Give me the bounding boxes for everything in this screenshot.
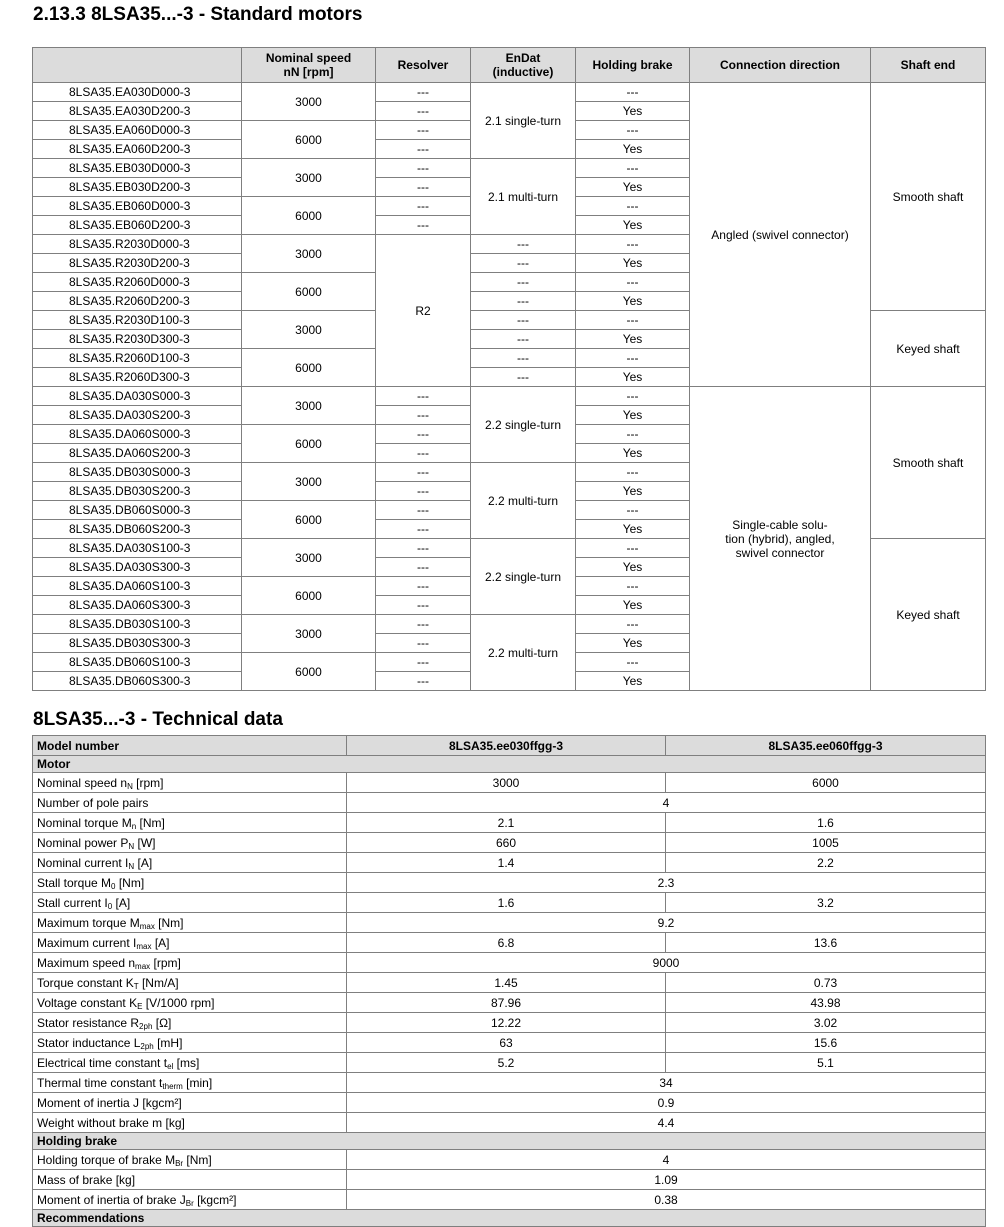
model-cell: 8LSA35.R2060D100-3 bbox=[33, 349, 242, 368]
parameter-label: Maximum speed $n_{max}$ [rpm] bbox=[33, 953, 347, 973]
resolver-cell: --- bbox=[376, 615, 471, 634]
holding-brake-cell: Yes bbox=[576, 482, 690, 501]
resolver-cell: --- bbox=[376, 653, 471, 672]
value-cell: 5.1 bbox=[666, 1053, 986, 1073]
resolver-cell: --- bbox=[376, 140, 471, 159]
header-connection-direction: Connection direction bbox=[690, 48, 871, 83]
standard-motors-table bbox=[32, 47, 986, 691]
nominal-speed-cell: 6000 bbox=[242, 121, 376, 159]
resolver-group-cell: R2 bbox=[376, 235, 471, 387]
value-cell: 6000 bbox=[666, 773, 986, 793]
holding-brake-cell: Yes bbox=[576, 634, 690, 653]
header-nominal-speed: Nominal speed nN [rpm] bbox=[242, 48, 376, 83]
model-cell: 8LSA35.DA060S100-3 bbox=[33, 577, 242, 596]
resolver-cell: --- bbox=[376, 520, 471, 539]
model-column-2: 8LSA35.ee060ffgg-3 bbox=[666, 736, 986, 756]
holding-brake-cell: Yes bbox=[576, 520, 690, 539]
parameter-label: Stall torque $M_0$ [Nm] bbox=[33, 873, 347, 893]
value-cell: 2.2 bbox=[666, 853, 986, 873]
section-holding-brake: Holding brake bbox=[33, 1133, 986, 1150]
table-row bbox=[33, 1033, 986, 1053]
resolver-cell: --- bbox=[376, 406, 471, 425]
section-motor: Motor bbox=[33, 756, 986, 773]
value-cell: 3.02 bbox=[666, 1013, 986, 1033]
holding-brake-cell: Yes bbox=[576, 596, 690, 615]
holding-brake-cell: --- bbox=[576, 159, 690, 178]
holding-brake-cell: Yes bbox=[576, 444, 690, 463]
header-resolver: Resolver bbox=[376, 48, 471, 83]
parameter-label: Nominal power $P_N$ [W] bbox=[33, 833, 347, 853]
holding-brake-cell: Yes bbox=[576, 672, 690, 691]
header-row bbox=[33, 736, 986, 756]
value-cell: 1.09 bbox=[347, 1170, 986, 1190]
holding-brake-cell: --- bbox=[576, 311, 690, 330]
parameter-label: Stator resistance $R_{2ph}$ [Ω] bbox=[33, 1013, 347, 1033]
value-cell: 0.9 bbox=[347, 1093, 986, 1113]
nominal-speed-cell: 6000 bbox=[242, 501, 376, 539]
model-cell: 8LSA35.DB030S000-3 bbox=[33, 463, 242, 482]
model-cell: 8LSA35.EA030D200-3 bbox=[33, 102, 242, 121]
model-cell: 8LSA35.DB060S300-3 bbox=[33, 672, 242, 691]
resolver-cell: --- bbox=[376, 197, 471, 216]
parameter-label: Maximum current $I_{max}$ [A] bbox=[33, 933, 347, 953]
nominal-speed-cell: 3000 bbox=[242, 615, 376, 653]
endat-cell: --- bbox=[471, 235, 576, 254]
holding-brake-cell: --- bbox=[576, 387, 690, 406]
nominal-speed-cell: 6000 bbox=[242, 349, 376, 387]
connection-group-cell: Angled (swivel connector) bbox=[690, 83, 871, 387]
nominal-speed-cell: 3000 bbox=[242, 463, 376, 501]
parameter-label: Stator inductance $L_{2ph}$ [mH] bbox=[33, 1033, 347, 1053]
model-cell: 8LSA35.R2060D300-3 bbox=[33, 368, 242, 387]
model-cell: 8LSA35.R2030D100-3 bbox=[33, 311, 242, 330]
holding-brake-cell: Yes bbox=[576, 330, 690, 349]
value-cell: 4 bbox=[347, 1150, 986, 1170]
table-row bbox=[33, 833, 986, 853]
holding-brake-cell: --- bbox=[576, 121, 690, 140]
value-cell: 1.45 bbox=[347, 973, 666, 993]
model-cell: 8LSA35.R2030D200-3 bbox=[33, 254, 242, 273]
parameter-label: Holding torque of brake $M_{Br}$ [Nm] bbox=[33, 1150, 347, 1170]
nominal-speed-cell: 3000 bbox=[242, 83, 376, 121]
endat-cell: --- bbox=[471, 349, 576, 368]
resolver-cell: --- bbox=[376, 444, 471, 463]
endat-cell: --- bbox=[471, 311, 576, 330]
endat-group-cell: 2.2 multi-turn bbox=[471, 615, 576, 691]
value-cell: 15.6 bbox=[666, 1033, 986, 1053]
holding-brake-cell: --- bbox=[576, 425, 690, 444]
value-cell: 43.98 bbox=[666, 993, 986, 1013]
table-row bbox=[33, 853, 986, 873]
value-cell: 6.8 bbox=[347, 933, 666, 953]
endat-group-cell: 2.2 multi-turn bbox=[471, 463, 576, 539]
value-cell: 1005 bbox=[666, 833, 986, 853]
connection-group-cell: Single-cable solu- tion (hybrid), angled, swivel connector bbox=[690, 387, 871, 691]
section-recommendations: Recommendations bbox=[33, 1210, 986, 1227]
endat-cell: --- bbox=[471, 292, 576, 311]
resolver-cell: --- bbox=[376, 387, 471, 406]
model-cell: 8LSA35.DB030S100-3 bbox=[33, 615, 242, 634]
nominal-speed-cell: 6000 bbox=[242, 425, 376, 463]
shaft-end-cell: Smooth shaft bbox=[871, 83, 986, 311]
table-row bbox=[33, 83, 986, 102]
model-cell: 8LSA35.EA060D000-3 bbox=[33, 121, 242, 140]
model-cell: 8LSA35.DA030S300-3 bbox=[33, 558, 242, 577]
value-cell: 5.2 bbox=[347, 1053, 666, 1073]
model-cell: 8LSA35.DB060S000-3 bbox=[33, 501, 242, 520]
endat-group-cell: 2.2 single-turn bbox=[471, 539, 576, 615]
model-cell: 8LSA35.R2030D300-3 bbox=[33, 330, 242, 349]
table-row bbox=[33, 1170, 986, 1190]
parameter-label: Nominal current $I_N$ [A] bbox=[33, 853, 347, 873]
model-cell: 8LSA35.DA060S300-3 bbox=[33, 596, 242, 615]
table-row bbox=[33, 873, 986, 893]
model-cell: 8LSA35.R2060D200-3 bbox=[33, 292, 242, 311]
model-cell: 8LSA35.EB060D000-3 bbox=[33, 197, 242, 216]
table-row bbox=[33, 813, 986, 833]
value-cell: 1.6 bbox=[666, 813, 986, 833]
table-row bbox=[33, 953, 986, 973]
value-cell: 34 bbox=[347, 1073, 986, 1093]
nominal-speed-cell: 3000 bbox=[242, 235, 376, 273]
value-cell: 3.2 bbox=[666, 893, 986, 913]
parameter-label: Maximum torque $M_{max}$ [Nm] bbox=[33, 913, 347, 933]
resolver-cell: --- bbox=[376, 482, 471, 501]
parameter-label: Nominal speed $n_N$ [rpm] bbox=[33, 773, 347, 793]
holding-brake-cell: --- bbox=[576, 653, 690, 672]
holding-brake-cell: --- bbox=[576, 235, 690, 254]
endat-group-cell: 2.1 multi-turn bbox=[471, 159, 576, 235]
resolver-cell: --- bbox=[376, 501, 471, 520]
value-cell: 0.38 bbox=[347, 1190, 986, 1210]
holding-brake-cell: --- bbox=[576, 197, 690, 216]
nominal-speed-cell: 6000 bbox=[242, 577, 376, 615]
table-row bbox=[33, 913, 986, 933]
holding-brake-cell: --- bbox=[576, 501, 690, 520]
shaft-end-cell: Keyed shaft bbox=[871, 311, 986, 387]
resolver-cell: --- bbox=[376, 463, 471, 482]
section-row bbox=[33, 1210, 986, 1227]
table-row bbox=[33, 387, 986, 406]
resolver-cell: --- bbox=[376, 121, 471, 140]
value-cell: 660 bbox=[347, 833, 666, 853]
model-cell: 8LSA35.EA060D200-3 bbox=[33, 140, 242, 159]
holding-brake-cell: --- bbox=[576, 83, 690, 102]
value-cell: 4.4 bbox=[347, 1113, 986, 1133]
holding-brake-cell: --- bbox=[576, 463, 690, 482]
resolver-cell: --- bbox=[376, 159, 471, 178]
parameter-label: Moment of inertia of brake $J_{Br}$ [kgcm²] bbox=[33, 1190, 347, 1210]
resolver-cell: --- bbox=[376, 83, 471, 102]
model-cell: 8LSA35.DB030S300-3 bbox=[33, 634, 242, 653]
model-cell: 8LSA35.DB060S100-3 bbox=[33, 653, 242, 672]
nominal-speed-cell: 3000 bbox=[242, 387, 376, 425]
value-cell: 1.4 bbox=[347, 853, 666, 873]
table-row bbox=[33, 893, 986, 913]
section-title: 2.13.3 8LSA35...-3 - Standard motors bbox=[33, 4, 363, 25]
resolver-cell: --- bbox=[376, 634, 471, 653]
resolver-cell: --- bbox=[376, 672, 471, 691]
nominal-speed-cell: 3000 bbox=[242, 159, 376, 197]
value-cell: 63 bbox=[347, 1033, 666, 1053]
value-cell: 2.3 bbox=[347, 873, 986, 893]
header-holding-brake: Holding brake bbox=[576, 48, 690, 83]
holding-brake-cell: --- bbox=[576, 539, 690, 558]
model-cell: 8LSA35.EB030D000-3 bbox=[33, 159, 242, 178]
table-row bbox=[33, 1190, 986, 1210]
resolver-cell: --- bbox=[376, 558, 471, 577]
table-row bbox=[33, 1013, 986, 1033]
nominal-speed-cell: 6000 bbox=[242, 197, 376, 235]
section-row bbox=[33, 756, 986, 773]
table-row bbox=[33, 773, 986, 793]
header-endat: EnDat (inductive) bbox=[471, 48, 576, 83]
table-row bbox=[33, 793, 986, 813]
parameter-label: Weight without brake m [kg] bbox=[33, 1113, 347, 1133]
value-cell: 87.96 bbox=[347, 993, 666, 1013]
holding-brake-cell: Yes bbox=[576, 178, 690, 197]
nominal-speed-cell: 3000 bbox=[242, 311, 376, 349]
shaft-end-cell: Smooth shaft bbox=[871, 387, 986, 539]
model-cell: 8LSA35.DA030S200-3 bbox=[33, 406, 242, 425]
resolver-cell: --- bbox=[376, 102, 471, 121]
holding-brake-cell: Yes bbox=[576, 368, 690, 387]
holding-brake-cell: Yes bbox=[576, 102, 690, 121]
table-row bbox=[33, 933, 986, 953]
model-cell: 8LSA35.DA030S000-3 bbox=[33, 387, 242, 406]
holding-brake-cell: Yes bbox=[576, 558, 690, 577]
table-row bbox=[33, 993, 986, 1013]
model-cell: 8LSA35.EA030D000-3 bbox=[33, 83, 242, 102]
header-shaft-end: Shaft end bbox=[871, 48, 986, 83]
endat-cell: --- bbox=[471, 254, 576, 273]
header-model bbox=[33, 48, 242, 83]
table-row bbox=[33, 1093, 986, 1113]
parameter-label: Stall current $I_0$ [A] bbox=[33, 893, 347, 913]
model-cell: 8LSA35.R2030D000-3 bbox=[33, 235, 242, 254]
model-cell: 8LSA35.DB060S200-3 bbox=[33, 520, 242, 539]
section-row bbox=[33, 1133, 986, 1150]
resolver-cell: --- bbox=[376, 596, 471, 615]
holding-brake-cell: Yes bbox=[576, 140, 690, 159]
holding-brake-cell: --- bbox=[576, 349, 690, 368]
holding-brake-cell: Yes bbox=[576, 216, 690, 235]
model-cell: 8LSA35.DB030S200-3 bbox=[33, 482, 242, 501]
parameter-label: Electrical time constant $t_{el}$ [ms] bbox=[33, 1053, 347, 1073]
resolver-cell: --- bbox=[376, 178, 471, 197]
endat-cell: --- bbox=[471, 330, 576, 349]
shaft-end-cell: Keyed shaft bbox=[871, 539, 986, 691]
parameter-label: Thermal time constant $t_{therm}$ [min] bbox=[33, 1073, 347, 1093]
model-cell: 8LSA35.R2060D000-3 bbox=[33, 273, 242, 292]
holding-brake-cell: --- bbox=[576, 615, 690, 634]
value-cell: 9000 bbox=[347, 953, 986, 973]
holding-brake-cell: Yes bbox=[576, 254, 690, 273]
table-row bbox=[33, 1113, 986, 1133]
resolver-cell: --- bbox=[376, 577, 471, 596]
table-header-row bbox=[33, 48, 986, 83]
value-cell: 2.1 bbox=[347, 813, 666, 833]
model-column-1: 8LSA35.ee030ffgg-3 bbox=[347, 736, 666, 756]
parameter-label: Mass of brake [kg] bbox=[33, 1170, 347, 1190]
table-row bbox=[33, 973, 986, 993]
holding-brake-cell: --- bbox=[576, 273, 690, 292]
value-cell: 9.2 bbox=[347, 913, 986, 933]
value-cell: 13.6 bbox=[666, 933, 986, 953]
value-cell: 0.73 bbox=[666, 973, 986, 993]
technical-data-title: 8LSA35...-3 - Technical data bbox=[33, 709, 283, 730]
parameter-label: Voltage constant $K_E$ [V/1000 rpm] bbox=[33, 993, 347, 1013]
holding-brake-cell: --- bbox=[576, 577, 690, 596]
endat-group-cell: 2.1 single-turn bbox=[471, 83, 576, 159]
table-row bbox=[33, 1073, 986, 1093]
endat-group-cell: 2.2 single-turn bbox=[471, 387, 576, 463]
parameter-label: Nominal torque $M_n$ [Nm] bbox=[33, 813, 347, 833]
value-cell: 12.22 bbox=[347, 1013, 666, 1033]
holding-brake-cell: Yes bbox=[576, 406, 690, 425]
table-row bbox=[33, 1150, 986, 1170]
table-row bbox=[33, 1053, 986, 1073]
resolver-cell: --- bbox=[376, 425, 471, 444]
parameter-label: Number of pole pairs bbox=[33, 793, 347, 813]
model-cell: 8LSA35.EB030D200-3 bbox=[33, 178, 242, 197]
nominal-speed-cell: 6000 bbox=[242, 273, 376, 311]
resolver-cell: --- bbox=[376, 539, 471, 558]
model-cell: 8LSA35.DA060S200-3 bbox=[33, 444, 242, 463]
value-cell: 1.6 bbox=[347, 893, 666, 913]
model-number-label: Model number bbox=[33, 736, 347, 756]
parameter-label: Torque constant $K_T$ [Nm/A] bbox=[33, 973, 347, 993]
endat-cell: --- bbox=[471, 368, 576, 387]
holding-brake-cell: Yes bbox=[576, 292, 690, 311]
parameter-label: Moment of inertia J [kgcm²] bbox=[33, 1093, 347, 1113]
nominal-speed-cell: 3000 bbox=[242, 539, 376, 577]
endat-cell: --- bbox=[471, 273, 576, 292]
resolver-cell: --- bbox=[376, 216, 471, 235]
model-cell: 8LSA35.DA060S000-3 bbox=[33, 425, 242, 444]
nominal-speed-cell: 6000 bbox=[242, 653, 376, 691]
model-cell: 8LSA35.EB060D200-3 bbox=[33, 216, 242, 235]
technical-data-table bbox=[32, 735, 986, 1227]
model-cell: 8LSA35.DA030S100-3 bbox=[33, 539, 242, 558]
value-cell: 4 bbox=[347, 793, 986, 813]
value-cell: 3000 bbox=[347, 773, 666, 793]
